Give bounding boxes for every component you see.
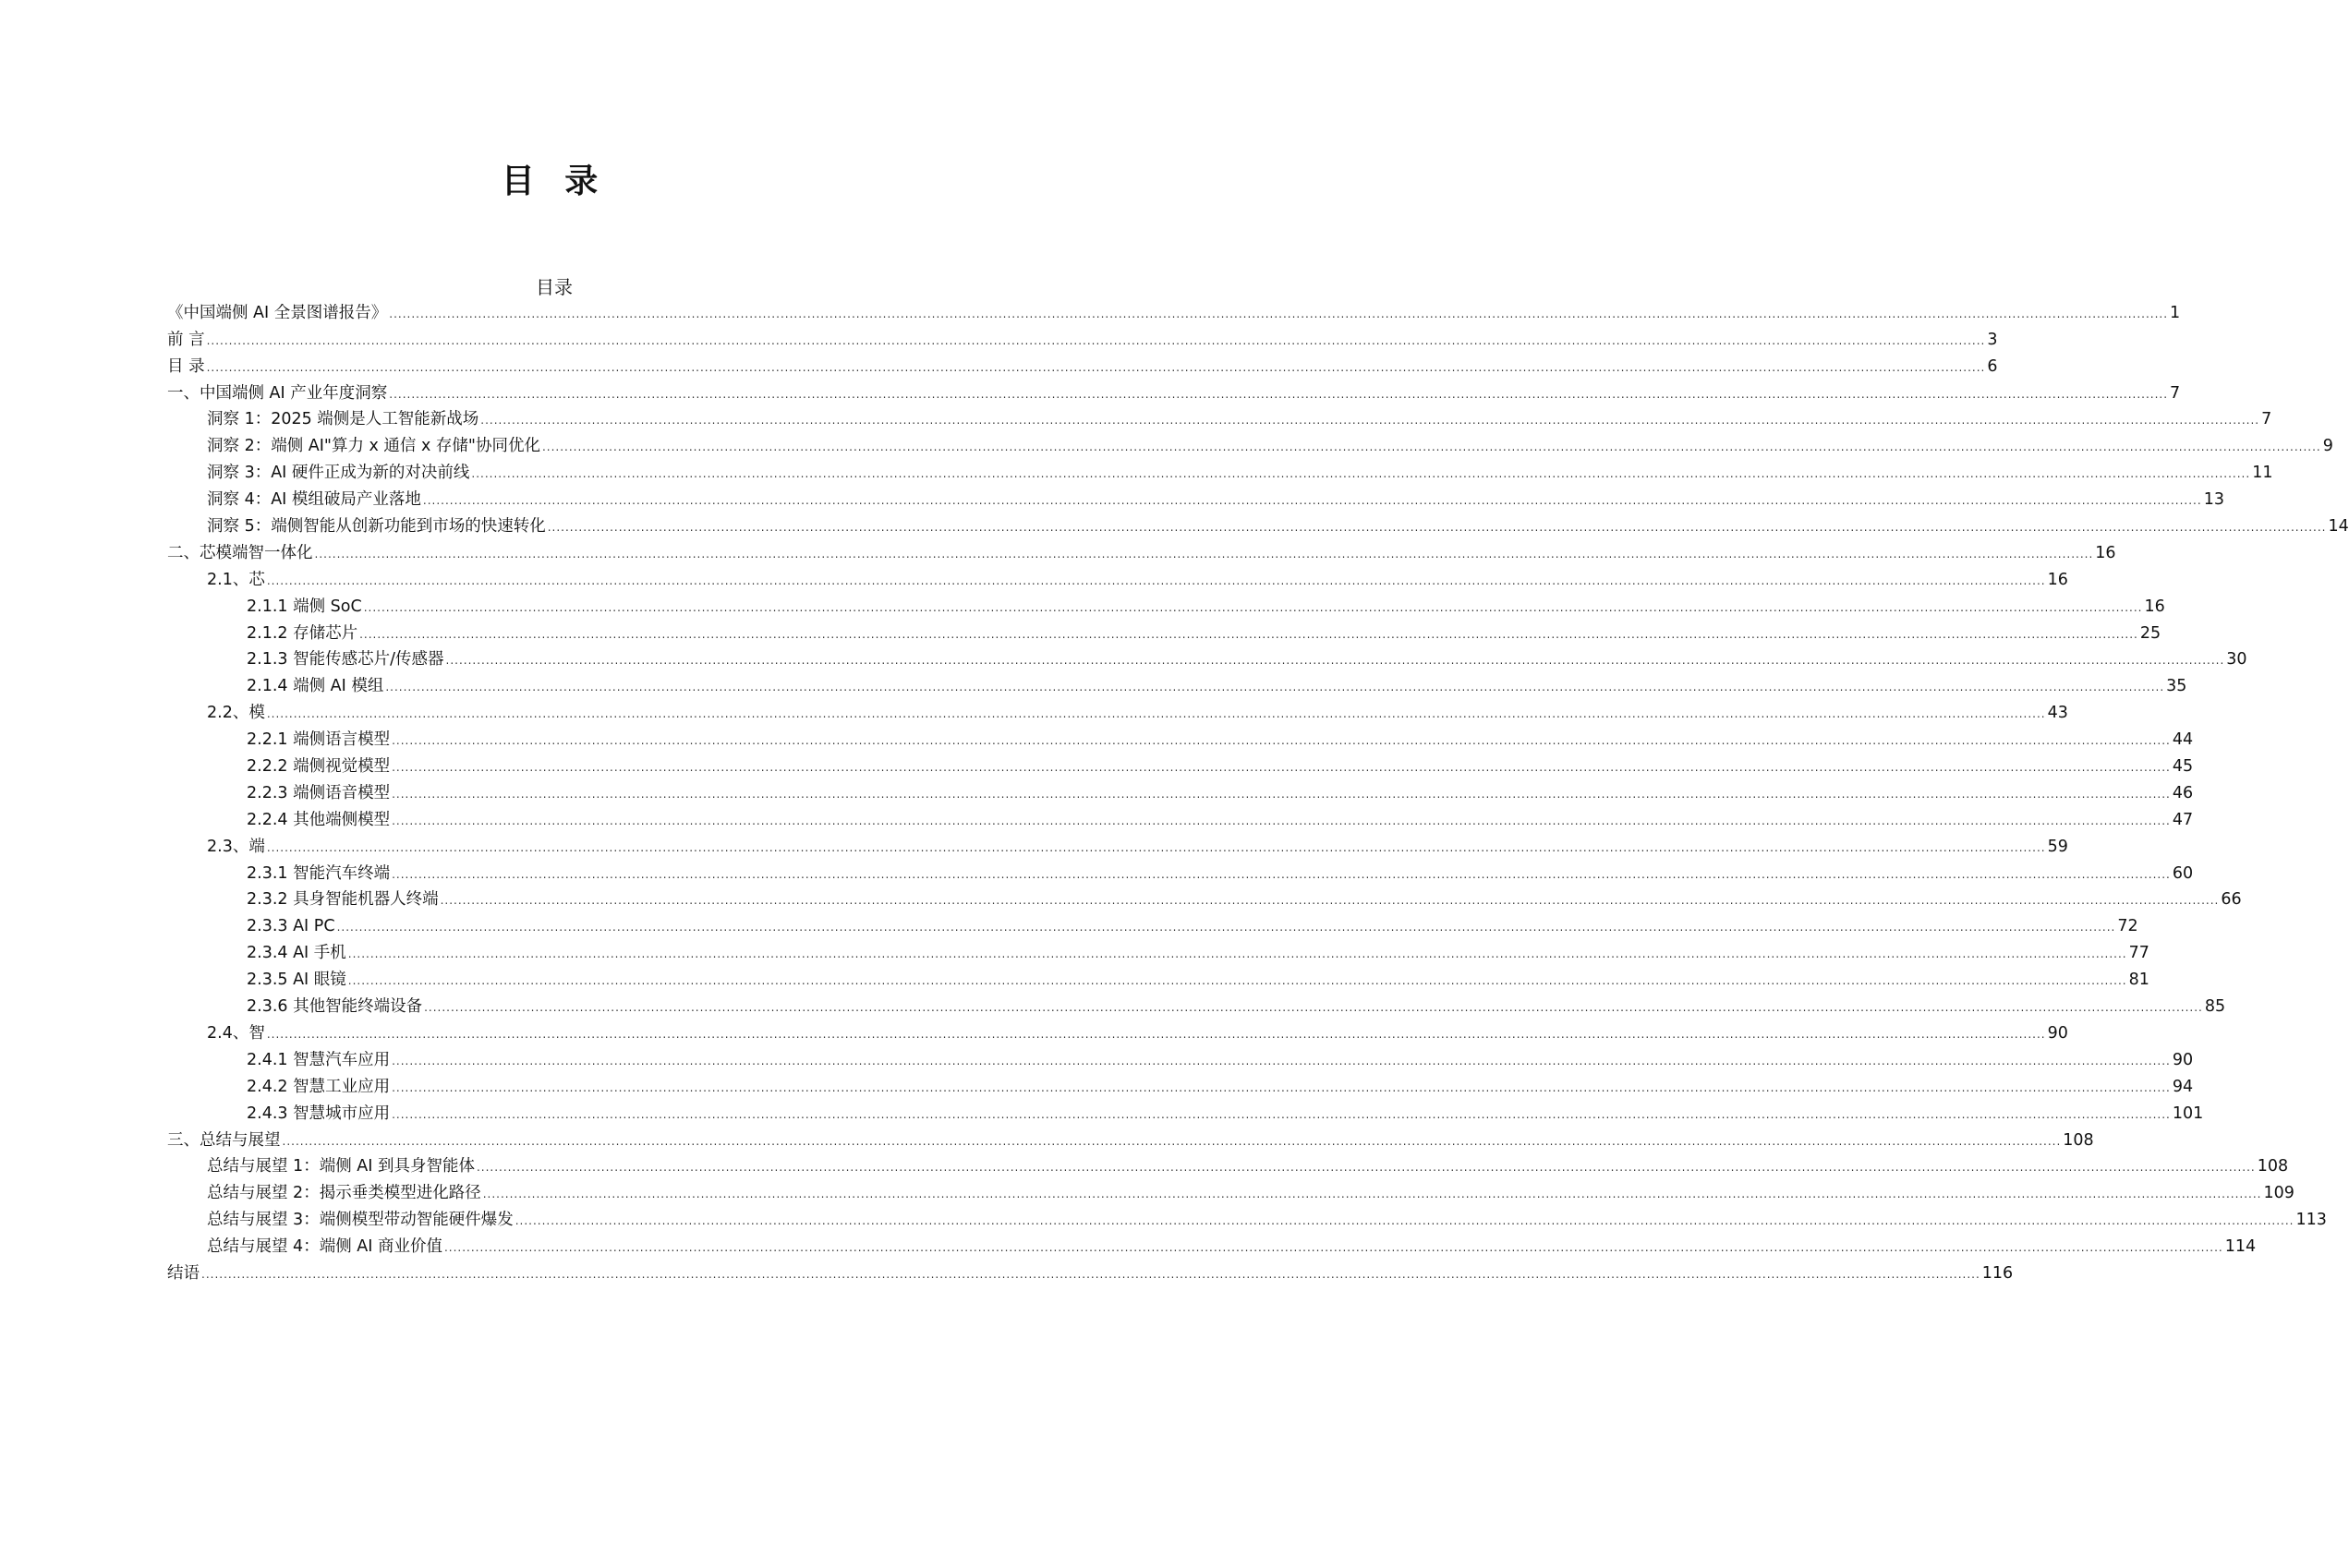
toc-dot-leader: ................................................................................................................................................................................................................................................................................................................................................................................................................	[347, 974, 2127, 988]
toc-page-number: 43	[2047, 704, 2068, 723]
toc-entry[interactable]	[167, 884, 2242, 911]
toc-entry-title: 前 言	[167, 330, 205, 349]
toc-page-number: 7	[2170, 383, 2181, 403]
toc-page-number: 30	[2226, 650, 2247, 669]
toc-dot-leader: ................................................................................................................................................................................................................................................................................................................................................................................................................	[385, 681, 2165, 694]
toc-dot-leader: ................................................................................................................................................................................................................................................................................................................................................................................................................	[266, 840, 2046, 854]
toc-page-number: 11	[2252, 464, 2273, 483]
toc-entry[interactable]	[167, 857, 2194, 884]
toc-entry-title: 2.2.3 端侧语音模型	[247, 783, 391, 802]
toc-dot-leader: ................................................................................................................................................................................................................................................................................................................................................................................................................	[347, 947, 2127, 961]
toc-dot-leader: ................................................................................................................................................................................................................................................................................................................................................................................................................	[480, 414, 2260, 428]
toc-page-number: 77	[2128, 944, 2149, 963]
toc-page-number: 14	[2328, 517, 2349, 537]
toc-page-number: 1	[2170, 303, 2181, 322]
toc-entry-title: 2.3、端	[207, 837, 265, 856]
toc-entry-title: 2.1.3 智能传感芯片/传感器	[247, 650, 444, 669]
toc-entry-title: 洞察 1：2025 端侧是人工智能新战场	[207, 410, 479, 429]
toc-dot-leader: ................................................................................................................................................................................................................................................................................................................................................................................................................	[445, 654, 2225, 668]
toc-entry[interactable]	[167, 1176, 2295, 1203]
toc-entry-title: 2.1.2 存储芯片	[247, 623, 358, 643]
toc-entry[interactable]	[167, 404, 2272, 430]
toc-page-number: 116	[1981, 1263, 2014, 1283]
toc-page-number: 59	[2047, 837, 2068, 856]
toc-dot-leader: ................................................................................................................................................................................................................................................................................................................................................................................................................	[392, 867, 2171, 881]
toc-dot-leader: ................................................................................................................................................................................................................................................................................................................................................................................................................	[266, 707, 2046, 721]
toc-dot-leader: ................................................................................................................................................................................................................................................................................................................................................................................................................	[422, 494, 2202, 508]
toc-entry[interactable]	[167, 296, 2181, 323]
toc-dot-leader: ................................................................................................................................................................................................................................................................................................................................................................................................................	[392, 1054, 2171, 1067]
toc-entry[interactable]	[167, 1230, 2257, 1257]
toc-page-number: 44	[2172, 730, 2194, 750]
toc-dot-leader: ................................................................................................................................................................................................................................................................................................................................................................................................................	[424, 1001, 2203, 1015]
toc-page-number: 94	[2172, 1077, 2194, 1096]
toc-dot-leader: ................................................................................................................................................................................................................................................................................................................................................................................................................	[266, 573, 2046, 587]
toc-dot-leader: ................................................................................................................................................................................................................................................................................................................................................................................................................	[471, 467, 2251, 481]
toc-entry-title: 洞察 5：端侧智能从创新功能到市场的快速转化	[207, 517, 546, 537]
toc-entry-title: 2.4.3 智慧城市应用	[247, 1104, 391, 1123]
toc-page-number: 72	[2117, 917, 2138, 936]
toc-page-number: 6	[1987, 356, 1998, 376]
toc-page-number: 81	[2128, 971, 2149, 990]
toc-entry-title: 2.1.4 端侧 AI 模组	[247, 677, 384, 696]
toc-entry[interactable]	[167, 1043, 2194, 1070]
toc-entry[interactable]	[167, 456, 2273, 483]
toc-entry[interactable]	[167, 990, 2226, 1017]
toc-dot-leader: ................................................................................................................................................................................................................................................................................................................................................................................................................	[336, 921, 2116, 935]
toc-page-number: 90	[2172, 1050, 2194, 1069]
toc-dot-leader: ................................................................................................................................................................................................................................................................................................................................................................................................................	[392, 1107, 2171, 1121]
toc-entry-title: 2.3.5 AI 眼镜	[247, 971, 346, 990]
toc-subtitle: 目录	[536, 276, 573, 298]
toc-entry-title: 2.4.2 智慧工业应用	[247, 1077, 391, 1096]
toc-entry[interactable]	[167, 830, 2068, 857]
toc-dot-leader: ................................................................................................................................................................................................................................................................................................................................................................................................................	[206, 360, 1986, 374]
toc-dot-leader: ................................................................................................................................................................................................................................................................................................................................................................................................................	[389, 307, 2169, 320]
toc-entry-title: 2.2、模	[207, 704, 265, 723]
toc-entry[interactable]	[167, 803, 2194, 830]
toc-page-number: 16	[2047, 570, 2068, 589]
toc-page-number: 46	[2172, 783, 2194, 802]
toc-dot-leader: ................................................................................................................................................................................................................................................................................................................................................................................................................	[476, 1161, 2256, 1175]
page-title: 目 录	[501, 163, 608, 200]
toc-entry-title: 2.3.1 智能汽车终端	[247, 863, 391, 883]
toc-page-number: 108	[2063, 1130, 2094, 1150]
toc-entry[interactable]	[167, 1257, 2014, 1284]
toc-page-number: 3	[1987, 330, 1998, 349]
toc-dot-leader: ................................................................................................................................................................................................................................................................................................................................................................................................................	[282, 1134, 2062, 1148]
toc-entry-title: 2.4、智	[207, 1023, 265, 1043]
toc-entry[interactable]	[167, 963, 2149, 990]
toc-entry[interactable]	[167, 483, 2224, 510]
toc-entry-title: 总结与展望 1：端侧 AI 到具身智能体	[207, 1157, 475, 1176]
toc-entry[interactable]	[167, 1203, 2327, 1230]
toc-dot-leader: ................................................................................................................................................................................................................................................................................................................................................................................................................	[440, 894, 2220, 908]
toc-entry[interactable]	[167, 590, 2165, 617]
toc-entry[interactable]	[167, 1124, 2094, 1151]
toc-page-number: 85	[2204, 997, 2226, 1017]
toc-page-number: 7	[2261, 410, 2272, 429]
toc-dot-leader: ................................................................................................................................................................................................................................................................................................................................................................................................................	[359, 627, 2138, 641]
toc-entry-title: 洞察 4：AI 模组破局产业落地	[207, 490, 421, 510]
toc-entry-title: 2.2.1 端侧语言模型	[247, 730, 391, 750]
toc-entry[interactable]	[167, 1070, 2194, 1097]
toc-page-number: 16	[2144, 597, 2165, 616]
toc-page-number: 35	[2166, 677, 2187, 696]
toc-entry-title: 《中国端侧 AI 全景图谱报告》	[167, 303, 388, 322]
toc-entry-title: 目 录	[167, 356, 205, 376]
toc-entry[interactable]	[167, 1151, 2289, 1177]
toc-page-number: 66	[2221, 890, 2242, 910]
toc-page-number: 9	[2322, 437, 2333, 456]
toc-entry-title: 2.3.3 AI PC	[247, 917, 335, 936]
toc-entry[interactable]	[167, 1097, 2204, 1124]
table-of-contents	[167, 296, 2349, 1284]
toc-entry-title: 总结与展望 4：端侧 AI 商业价值	[207, 1237, 442, 1257]
toc-dot-leader: ................................................................................................................................................................................................................................................................................................................................................................................................................	[515, 1214, 2295, 1228]
toc-entry-title: 2.1.1 端侧 SoC	[247, 597, 362, 616]
toc-entry-title: 二、芯模端智一体化	[167, 543, 313, 562]
toc-entry[interactable]	[167, 617, 2161, 644]
toc-entry-title: 洞察 3：AI 硬件正成为新的对决前线	[207, 464, 470, 483]
toc-entry-title: 2.2.4 其他端侧模型	[247, 810, 391, 829]
toc-dot-leader: ................................................................................................................................................................................................................................................................................................................................................................................................................	[363, 600, 2143, 614]
toc-dot-leader: ................................................................................................................................................................................................................................................................................................................................................................................................................	[206, 333, 1986, 347]
toc-dot-leader: ................................................................................................................................................................................................................................................................................................................................................................................................................	[392, 1080, 2171, 1094]
toc-dot-leader: ................................................................................................................................................................................................................................................................................................................................................................................................................	[392, 814, 2171, 827]
toc-page-number: 114	[2224, 1237, 2257, 1257]
toc-entry[interactable]	[167, 669, 2187, 696]
toc-entry-title: 一、中国端侧 AI 产业年度洞察	[167, 383, 388, 403]
toc-entry[interactable]	[167, 563, 2068, 590]
toc-dot-leader: ................................................................................................................................................................................................................................................................................................................................................................................................................	[266, 1027, 2046, 1041]
toc-entry[interactable]	[167, 777, 2194, 803]
toc-dot-leader: ................................................................................................................................................................................................................................................................................................................................................................................................................	[482, 1188, 2262, 1201]
toc-entry[interactable]	[167, 377, 2181, 404]
toc-entry-title: 2.3.2 具身智能机器人终端	[247, 890, 439, 910]
toc-page-number: 109	[2263, 1184, 2295, 1203]
toc-entry[interactable]	[167, 910, 2138, 936]
toc-page-number: 90	[2047, 1023, 2068, 1043]
toc-entry-title: 洞察 2：端侧 AI"算力 x 通信 x 存储"协同优化	[207, 437, 540, 456]
toc-page-number: 113	[2295, 1211, 2327, 1230]
toc-page-number: 108	[2257, 1157, 2289, 1176]
toc-dot-leader: ................................................................................................................................................................................................................................................................................................................................................................................................................	[547, 521, 2327, 535]
toc-entry[interactable]	[167, 429, 2333, 456]
toc-dot-leader: ................................................................................................................................................................................................................................................................................................................................................................................................................	[392, 761, 2171, 775]
toc-entry[interactable]	[167, 696, 2068, 723]
toc-entry-title: 2.4.1 智慧汽车应用	[247, 1050, 391, 1069]
toc-entry[interactable]	[167, 936, 2149, 963]
toc-entry[interactable]	[167, 750, 2194, 777]
toc-page-number: 60	[2172, 863, 2194, 883]
toc-dot-leader: ................................................................................................................................................................................................................................................................................................................................................................................................................	[201, 1267, 1980, 1281]
toc-entry-title: 总结与展望 3：端侧模型带动智能硬件爆发	[207, 1211, 514, 1230]
toc-page-number: 47	[2172, 810, 2194, 829]
toc-entry[interactable]	[167, 644, 2247, 670]
toc-entry-title: 总结与展望 2：揭示垂类模型进化路径	[207, 1184, 481, 1203]
toc-entry[interactable]	[167, 723, 2194, 750]
toc-entry-title: 三、总结与展望	[167, 1130, 281, 1150]
toc-entry-title: 2.3.4 AI 手机	[247, 944, 346, 963]
toc-entry-title: 结语	[167, 1263, 200, 1283]
toc-entry-title: 2.3.6 其他智能终端设备	[247, 997, 423, 1017]
toc-entry-title: 2.1、芯	[207, 570, 265, 589]
toc-page-number: 25	[2139, 623, 2161, 643]
toc-entry[interactable]	[167, 510, 2349, 537]
toc-page-number: 101	[2172, 1104, 2204, 1123]
toc-dot-leader: ................................................................................................................................................................................................................................................................................................................................................................................................................	[314, 547, 2094, 561]
toc-entry[interactable]	[167, 537, 2116, 563]
toc-entry[interactable]	[167, 323, 1998, 350]
toc-dot-leader: ................................................................................................................................................................................................................................................................................................................................................................................................................	[541, 440, 2321, 454]
toc-dot-leader: ................................................................................................................................................................................................................................................................................................................................................................................................................	[389, 387, 2169, 401]
toc-page-number: 13	[2203, 490, 2224, 510]
toc-entry-title: 2.2.2 端侧视觉模型	[247, 757, 391, 777]
toc-dot-leader: ................................................................................................................................................................................................................................................................................................................................................................................................................	[443, 1241, 2223, 1255]
toc-entry[interactable]	[167, 350, 1998, 377]
toc-page-number: 45	[2172, 757, 2194, 777]
toc-dot-leader: ................................................................................................................................................................................................................................................................................................................................................................................................................	[392, 734, 2171, 748]
toc-dot-leader: ................................................................................................................................................................................................................................................................................................................................................................................................................	[392, 787, 2171, 801]
toc-entry[interactable]	[167, 1017, 2068, 1043]
toc-page-number: 16	[2095, 543, 2116, 562]
